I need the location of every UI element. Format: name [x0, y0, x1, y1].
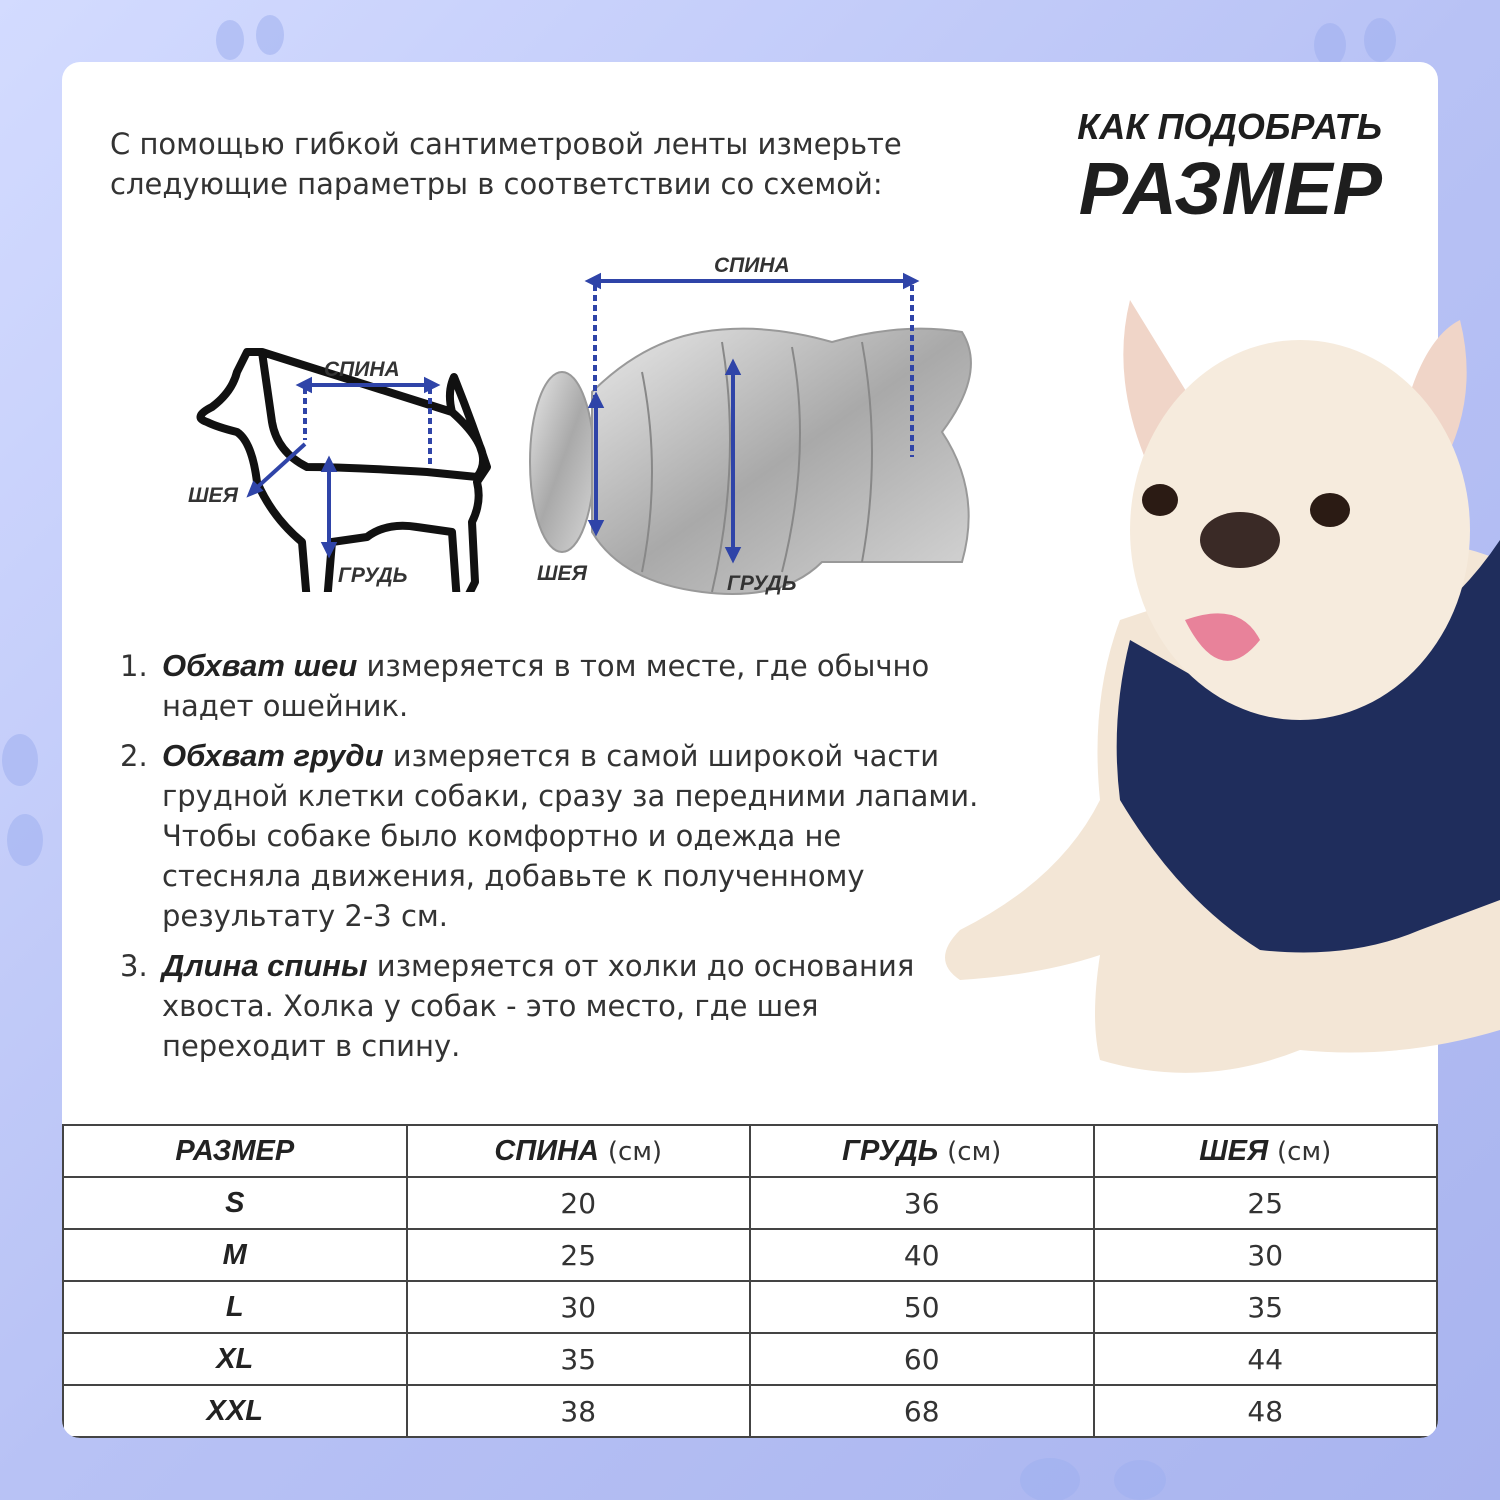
neck-cell: 35 [1094, 1281, 1438, 1333]
header-chest: ГРУДЬ (см) [750, 1125, 1094, 1177]
dog-neck-label: ШЕЯ [188, 484, 238, 507]
size-table [62, 1124, 1438, 1438]
item-number: 1. [120, 649, 148, 683]
instructions-list [120, 646, 980, 1076]
back-cell: 25 [407, 1229, 751, 1281]
header-back: СПИНА (см) [407, 1125, 751, 1177]
size-cell: S [63, 1177, 407, 1229]
title-line-2: РАЗМЕР [1078, 147, 1382, 230]
paw-print-decoration [0, 700, 60, 900]
instruction-item [120, 646, 980, 726]
item-number: 2. [120, 739, 148, 773]
table-row [63, 1333, 1437, 1385]
chest-cell: 50 [750, 1281, 1094, 1333]
header-size: РАЗМЕР [63, 1125, 407, 1177]
paw-print-decoration [1300, 10, 1450, 70]
back-cell: 20 [407, 1177, 751, 1229]
table-row [63, 1385, 1437, 1437]
table-row [63, 1229, 1437, 1281]
table-header-row [63, 1125, 1437, 1177]
page-title [1077, 106, 1382, 230]
size-cell: XL [63, 1333, 407, 1385]
paw-print-decoration [200, 10, 320, 70]
paw-print-decoration [1000, 1440, 1200, 1500]
dog-chest-label: ГРУДЬ [338, 564, 408, 587]
item-number: 3. [120, 949, 148, 983]
chest-cell: 40 [750, 1229, 1094, 1281]
table-row [63, 1177, 1437, 1229]
neck-cell: 30 [1094, 1229, 1438, 1281]
instruction-item [120, 946, 980, 1066]
chest-cell: 60 [750, 1333, 1094, 1385]
neck-cell: 25 [1094, 1177, 1438, 1229]
jacket-neck-label: ШЕЯ [537, 562, 587, 585]
table-row [63, 1281, 1437, 1333]
dog-back-label: СПИНА [324, 358, 400, 381]
size-cell: XXL [63, 1385, 407, 1437]
title-line-1: КАК ПОДОБРАТЬ [1077, 106, 1382, 147]
french-bulldog-photo [930, 280, 1500, 1110]
instruction-text: измеряется в самой широкой части грудной клетки собаки, сразу за передними лапами. Чтобы собаке было комфортно и одежда не стесняла движения, добавьте к полученному результату 2-3 см. [162, 739, 979, 933]
instruction-text: измеряется от холки до основания хвоста. Холка у собак - это место, где шея переходит в спину. [162, 949, 915, 1063]
jacket-back-label: СПИНА [714, 254, 790, 277]
instruction-term: Обхват шеи [162, 648, 358, 683]
dog-measurement-diagram [112, 272, 512, 592]
neck-cell: 44 [1094, 1333, 1438, 1385]
dog-outline [201, 352, 487, 592]
instruction-text: измеряется в том месте, где обычно надет ошейник. [162, 649, 930, 723]
size-cell: M [63, 1229, 407, 1281]
intro-text: С помощью гибкой сантиметровой ленты измерьте следующие параметры в соответствии со схемой: [110, 127, 902, 201]
back-cell: 35 [407, 1333, 751, 1385]
chest-cell: 36 [750, 1177, 1094, 1229]
instruction-item [120, 736, 980, 936]
jacket-chest-label: ГРУДЬ [727, 572, 797, 595]
size-cell: L [63, 1281, 407, 1333]
instruction-term: Обхват груди [162, 738, 384, 773]
back-cell: 38 [407, 1385, 751, 1437]
header-neck: ШЕЯ (см) [1094, 1125, 1438, 1177]
back-cell: 30 [407, 1281, 751, 1333]
instruction-term: Длина спины [162, 948, 368, 983]
chest-cell: 68 [750, 1385, 1094, 1437]
neck-cell: 48 [1094, 1385, 1438, 1437]
